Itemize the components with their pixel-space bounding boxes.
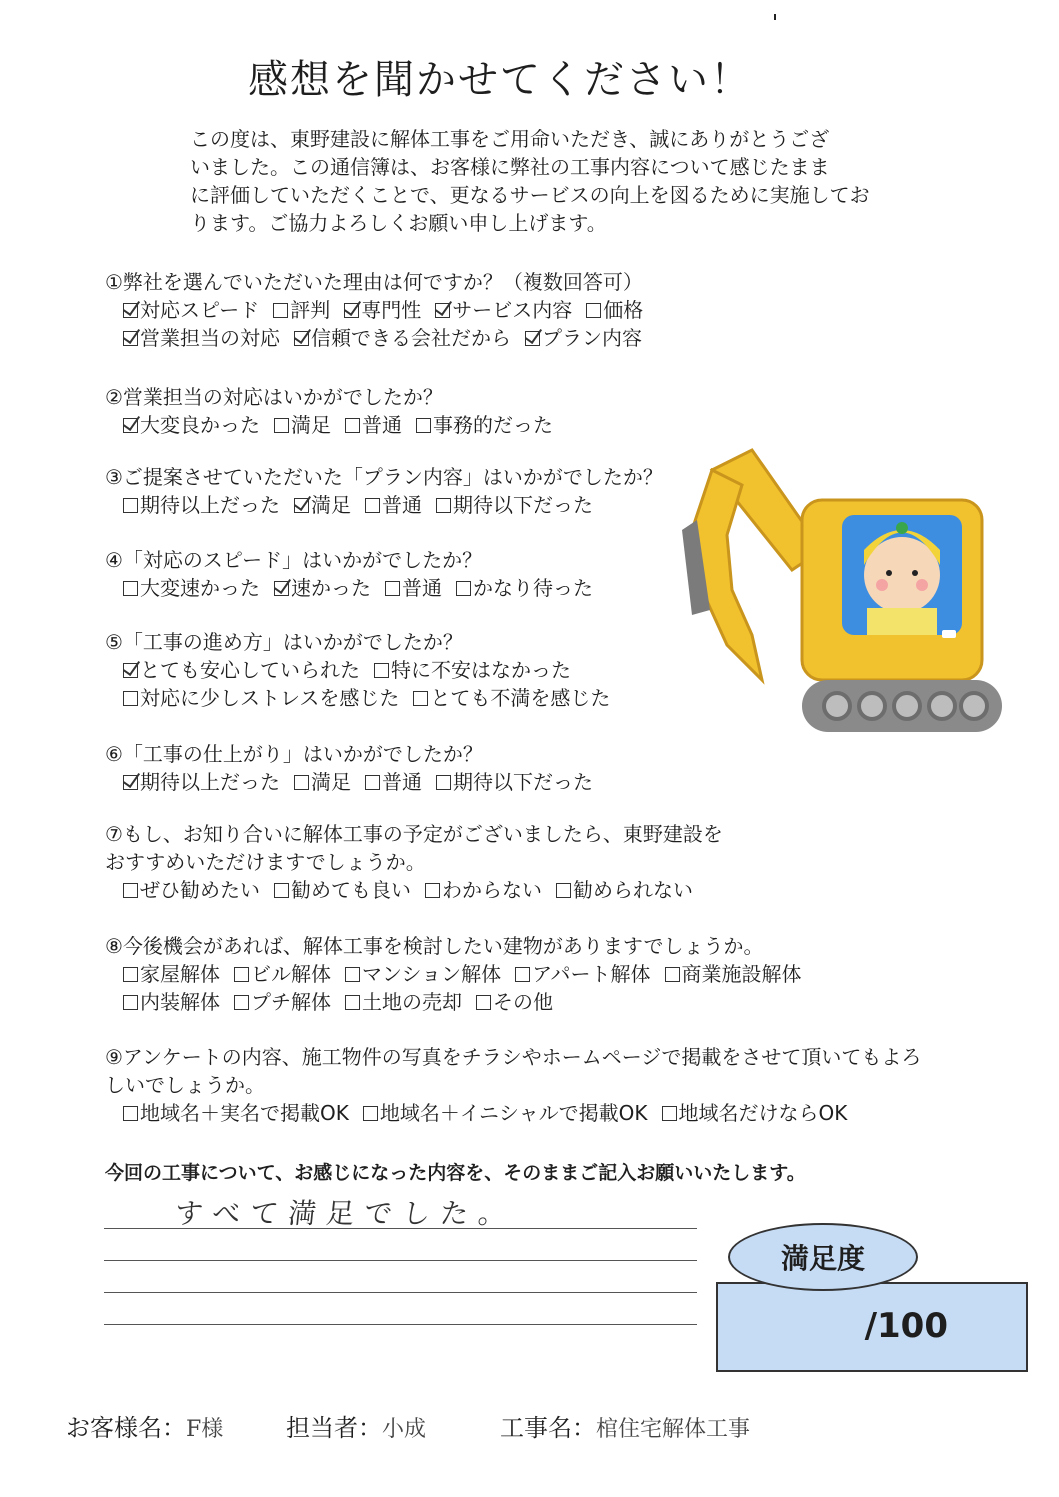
checkbox-option[interactable] <box>123 411 260 439</box>
checkbox-option[interactable] <box>456 574 593 602</box>
empty-box-icon[interactable] <box>476 995 491 1010</box>
staff-label: 担当者： <box>286 1414 382 1442</box>
option-label: ぜひ勧めたい <box>140 878 260 902</box>
project-value: 棺住宅解体工事 <box>596 1417 751 1442</box>
checked-box-icon[interactable] <box>123 303 138 318</box>
option-row <box>105 411 567 439</box>
option-label: 地域名＋実名で掲載OK <box>140 1101 349 1125</box>
question-3 <box>105 463 663 519</box>
option-row <box>105 574 607 602</box>
empty-box-icon[interactable] <box>123 995 138 1010</box>
checkbox-option[interactable] <box>435 296 572 324</box>
question-6 <box>105 740 607 796</box>
empty-box-icon[interactable] <box>665 967 680 982</box>
option-row <box>105 876 723 904</box>
checkbox-option[interactable] <box>476 988 553 1016</box>
empty-box-icon[interactable] <box>123 581 138 596</box>
option-label: 期待以下だった <box>453 770 593 794</box>
staff-value: 小成 <box>382 1417 427 1442</box>
checkbox-option[interactable] <box>123 324 280 352</box>
option-label: 評判 <box>290 298 331 322</box>
option-label: 期待以上だった <box>140 770 280 794</box>
checkbox-option[interactable] <box>274 411 331 439</box>
checkbox-option[interactable] <box>123 768 280 796</box>
checked-box-icon[interactable] <box>294 331 309 346</box>
intro-line: いました。この通信簿は、お客様に弊社の工事内容について感じたまま <box>190 155 830 179</box>
intro-line: に評価していただくことで、更なるサービスの向上を図るために実施してお <box>190 183 870 207</box>
question-text: ⑤「工事の進め方」はいかがでしたか？ <box>105 630 463 654</box>
customer-value: F様 <box>186 1417 224 1442</box>
checkbox-option[interactable] <box>294 491 351 519</box>
customer-label: お客様名： <box>66 1414 186 1442</box>
question-text: しいでしょうか。 <box>105 1073 265 1097</box>
empty-box-icon[interactable] <box>556 883 571 898</box>
option-label: 地域名＋イニシャルで掲載OK <box>379 1101 648 1125</box>
option-label: プチ解体 <box>251 990 331 1014</box>
comment-heading: 今回の工事について、お感じになった内容を、そのままご記入お願いいたします。 <box>105 1162 806 1184</box>
checkbox-option[interactable] <box>294 768 351 796</box>
comment-line <box>104 1260 697 1261</box>
checkbox-option[interactable] <box>123 988 220 1016</box>
option-row <box>105 768 607 796</box>
checkbox-option[interactable] <box>515 960 650 988</box>
option-label: アパート解体 <box>532 962 651 986</box>
question-9 <box>105 1043 921 1127</box>
empty-box-icon[interactable] <box>345 967 360 982</box>
empty-box-icon[interactable] <box>234 967 249 982</box>
page-title: 感想を聞かせてください！ <box>248 57 752 103</box>
checked-box-icon[interactable] <box>435 303 450 318</box>
checked-box-icon[interactable] <box>123 775 138 790</box>
empty-box-icon[interactable] <box>345 418 360 433</box>
checkbox-option[interactable] <box>234 988 331 1016</box>
option-label: ビル解体 <box>251 962 331 986</box>
scan-speck <box>774 14 776 20</box>
checkbox-option[interactable] <box>365 768 422 796</box>
satisfaction-score: /100 <box>864 1306 948 1346</box>
checkbox-option[interactable] <box>344 296 421 324</box>
checkbox-option[interactable] <box>345 960 501 988</box>
empty-box-icon[interactable] <box>273 303 288 318</box>
empty-box-icon[interactable] <box>274 418 289 433</box>
option-label: 満足 <box>291 413 331 437</box>
checked-box-icon[interactable] <box>525 331 540 346</box>
checkbox-option[interactable] <box>436 768 593 796</box>
checkbox-option[interactable] <box>363 1099 648 1127</box>
option-label: サービス内容 <box>452 298 573 322</box>
option-label: かなり待った <box>473 576 593 600</box>
empty-box-icon[interactable] <box>385 581 400 596</box>
checkbox-option[interactable] <box>123 1099 349 1127</box>
option-label: 事務的だった <box>433 413 553 437</box>
option-row <box>105 296 657 324</box>
option-label: 勧めても良い <box>291 878 411 902</box>
empty-box-icon[interactable] <box>436 498 451 513</box>
checkbox-option[interactable] <box>274 876 411 904</box>
empty-box-icon[interactable] <box>123 1106 138 1121</box>
question-7 <box>105 820 723 904</box>
question-text: ④「対応のスピード」はいかがでしたか？ <box>105 548 483 572</box>
question-8 <box>105 932 816 1016</box>
checkbox-option[interactable] <box>425 876 542 904</box>
empty-box-icon[interactable] <box>234 995 249 1010</box>
empty-box-icon[interactable] <box>294 775 309 790</box>
checkbox-option[interactable] <box>665 960 802 988</box>
customer-name <box>66 1408 223 1443</box>
checkbox-option[interactable] <box>294 324 511 352</box>
option-row <box>105 684 624 712</box>
empty-box-icon[interactable] <box>123 883 138 898</box>
checkbox-option[interactable] <box>123 656 360 684</box>
option-label: 大変良かった <box>140 413 260 437</box>
intro-paragraph <box>190 125 870 237</box>
option-label: 特に不安はなかった <box>391 658 571 682</box>
comment-handwritten-text: すべて満足でした。 <box>173 1197 519 1230</box>
option-label: 速かった <box>291 576 371 600</box>
question-text: ⑦もし、お知り合いに解体工事の予定がございましたら、東野建設を <box>105 822 723 846</box>
option-label: 対応に少しストレスを感じた <box>140 686 400 710</box>
checkbox-option[interactable] <box>413 684 610 712</box>
checkbox-option[interactable] <box>374 656 571 684</box>
option-label: 内装解体 <box>140 990 220 1014</box>
option-row <box>105 960 816 988</box>
option-row <box>105 656 624 684</box>
option-label: 普通 <box>402 576 442 600</box>
checked-box-icon[interactable] <box>344 303 359 318</box>
comment-line <box>104 1324 697 1325</box>
option-label: 土地の売却 <box>362 990 462 1014</box>
option-label: マンション解体 <box>362 962 502 986</box>
option-label: 期待以下だった <box>453 493 593 517</box>
intro-line: ります。ご協力よろしくお願い申し上げます。 <box>190 211 607 235</box>
empty-box-icon[interactable] <box>123 967 138 982</box>
excavator-illustration <box>672 440 1002 740</box>
empty-box-icon[interactable] <box>365 775 380 790</box>
empty-box-icon[interactable] <box>123 498 138 513</box>
option-label: 営業担当の対応 <box>140 326 280 350</box>
checkbox-option[interactable] <box>662 1099 848 1127</box>
checked-box-icon[interactable] <box>123 331 138 346</box>
option-label: 大変速かった <box>140 576 260 600</box>
checkbox-option[interactable] <box>345 988 462 1016</box>
comment-line <box>104 1292 697 1293</box>
question-text: ③ご提案させていただいた「プラン内容」はいかがでしたか？ <box>105 465 663 489</box>
option-label: 専門性 <box>361 298 422 322</box>
checked-box-icon[interactable] <box>123 663 138 678</box>
empty-box-icon[interactable] <box>436 775 451 790</box>
option-label: プラン内容 <box>542 326 642 350</box>
question-text: ②営業担当の対応はいかがでしたか？ <box>105 385 443 409</box>
empty-box-icon[interactable] <box>274 883 289 898</box>
question-1 <box>105 268 657 352</box>
checkbox-option[interactable] <box>123 684 399 712</box>
checkbox-option[interactable] <box>234 960 331 988</box>
empty-box-icon[interactable] <box>456 581 471 596</box>
checkbox-option[interactable] <box>416 411 553 439</box>
empty-box-icon[interactable] <box>365 498 380 513</box>
question-text: ⑥「工事の仕上がり」はいかがでしたか？ <box>105 742 483 766</box>
option-label: 普通 <box>362 413 402 437</box>
checked-box-icon[interactable] <box>274 581 289 596</box>
option-label: 対応スピード <box>140 298 260 322</box>
option-label: とても不満を感じた <box>430 686 611 710</box>
empty-box-icon[interactable] <box>374 663 389 678</box>
checked-box-icon[interactable] <box>123 418 138 433</box>
checkbox-option[interactable] <box>123 574 260 602</box>
empty-box-icon[interactable] <box>413 691 428 706</box>
option-row <box>105 324 657 352</box>
question-4 <box>105 546 607 602</box>
checkbox-option[interactable] <box>436 491 593 519</box>
satisfaction-label: 満足度 <box>728 1223 918 1291</box>
checkbox-option[interactable] <box>123 960 220 988</box>
checkbox-option[interactable] <box>385 574 442 602</box>
satisfaction-score-box <box>716 1282 1028 1372</box>
checkbox-option[interactable] <box>273 296 330 324</box>
empty-box-icon[interactable] <box>515 967 530 982</box>
question-5 <box>105 628 624 712</box>
checkbox-option[interactable] <box>525 324 642 352</box>
empty-box-icon[interactable] <box>662 1106 677 1121</box>
option-label: わからない <box>442 878 542 902</box>
option-label: 満足 <box>311 493 351 517</box>
project-name <box>500 1408 750 1443</box>
option-row <box>105 988 816 1016</box>
checkbox-option[interactable] <box>123 296 259 324</box>
option-label: 価格 <box>603 298 644 322</box>
option-label: その他 <box>493 990 553 1014</box>
option-label: 期待以上だった <box>140 493 280 517</box>
staff-name <box>286 1408 426 1443</box>
question-2 <box>105 383 567 439</box>
option-label: 普通 <box>382 493 422 517</box>
option-label: 普通 <box>382 770 422 794</box>
option-label: 地域名だけならOK <box>678 1101 848 1125</box>
comment-line <box>104 1228 697 1229</box>
empty-box-icon[interactable] <box>416 418 431 433</box>
checked-box-icon[interactable] <box>294 498 309 513</box>
checkbox-option[interactable] <box>123 491 280 519</box>
checkbox-option[interactable] <box>586 296 643 324</box>
question-text: ⑨アンケートの内容、施工物件の写真をチラシやホームページで掲載をさせて頂いてもよろ <box>105 1045 922 1069</box>
empty-box-icon[interactable] <box>363 1106 378 1121</box>
empty-box-icon[interactable] <box>425 883 440 898</box>
option-row <box>105 491 663 519</box>
checkbox-option[interactable] <box>365 491 422 519</box>
option-label: 商業施設解体 <box>681 962 802 986</box>
checkbox-option[interactable] <box>123 876 260 904</box>
question-text: おすすめいただけますでしょうか。 <box>105 850 426 874</box>
checkbox-option[interactable] <box>556 876 693 904</box>
checkbox-option[interactable] <box>274 574 371 602</box>
option-label: 満足 <box>311 770 351 794</box>
option-label: 信頼できる会社だから <box>311 326 511 350</box>
question-text: ①弊社を選んでいただいた理由は何ですか？（複数回答可） <box>105 270 643 294</box>
option-label: 勧められない <box>573 878 693 902</box>
empty-box-icon[interactable] <box>345 995 360 1010</box>
empty-box-icon[interactable] <box>586 303 601 318</box>
option-label: とても安心していられた <box>140 658 360 682</box>
intro-line: この度は、東野建設に解体工事をご用命いただき、誠にありがとうござ <box>190 127 830 151</box>
project-label: 工事名： <box>500 1414 596 1442</box>
empty-box-icon[interactable] <box>123 691 138 706</box>
checkbox-option[interactable] <box>345 411 402 439</box>
option-row <box>105 1099 921 1127</box>
question-text: ⑧今後機会があれば、解体工事を検討したい建物がありますでしょうか。 <box>105 934 764 958</box>
option-label: 家屋解体 <box>140 962 220 986</box>
